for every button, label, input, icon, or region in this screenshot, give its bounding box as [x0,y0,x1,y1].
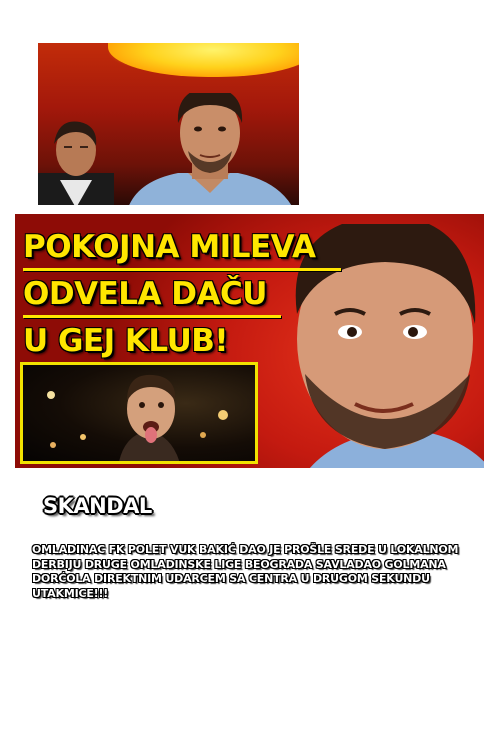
headline-line-1: POKOJNA MILEVA [23,229,316,265]
top-photo [38,43,299,205]
headline-underline-2 [23,315,281,318]
background-man-figure [38,118,114,205]
inset-photo-figure [23,365,258,464]
inset-photo [20,362,258,464]
main-man-figure [118,93,298,205]
ceiling-lamp [108,43,299,77]
headline-line-3: U GEJ KLUB! [23,323,229,359]
article-body: OMLADINAC FK POLET VUK BAKIĆ DAO JE PROŠLE SREDE U LOKALNOM DERBIJU DRUGE OMLADINSKE LIGE BEOGRADA SAVLADAO GOLMANA DORĆOLA DIREKTNIM UDARCEM SA CENTRA U DRUGOM SEKUNDU UTAKMICE!!! [32,543,459,600]
headline-underline-1 [23,268,341,271]
section-kicker: SKANDAL [43,494,152,518]
headline-banner [15,214,484,468]
headline-line-2: ODVELA DAČU [23,276,267,312]
